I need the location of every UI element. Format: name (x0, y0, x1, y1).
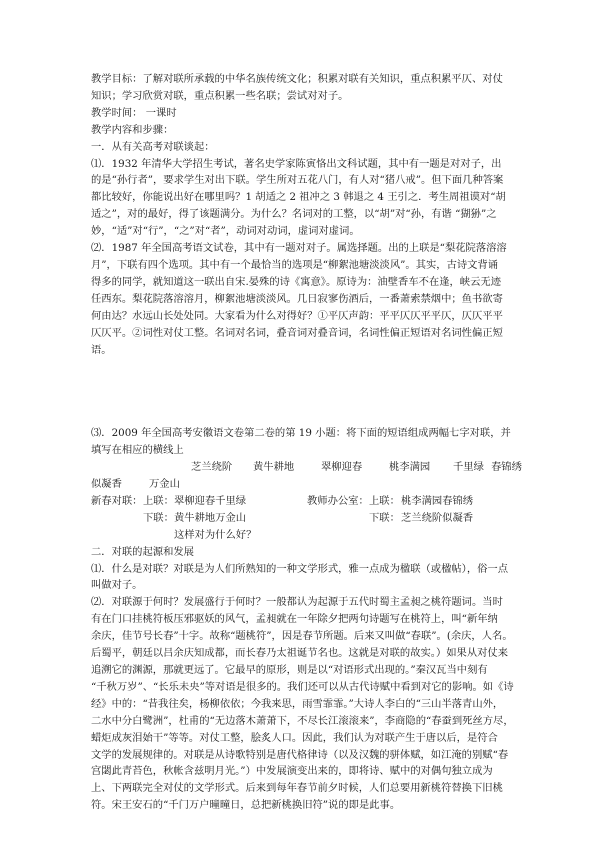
phrase: 桃李满园 (389, 461, 431, 474)
paragraph-line: 的是“孙行者”，要求学生对出下联。学生所对五花八门，有人对“猪八戒”。但下面几种答案 (91, 174, 504, 187)
question-3-line-2: 填写在相应的横线上 (91, 444, 184, 457)
couplet-tag: 上联： (143, 495, 174, 507)
paragraph-line: ⑵．1987 年全国高考语文试卷，其中有一题对对子。属选择题。出的上联是“梨花院落溶溶 (91, 242, 507, 255)
teaching-time: 教学时间： 一课时 (91, 106, 177, 119)
paragraph-line: 宫閟此青苔色，秋帐含兹明月光。”）中发展演变出来的，即将诗、赋中的对偶句独立成为 (91, 765, 493, 778)
paragraph-line: 适之”，对的最好，得了该题满分。为什么？名词对的工整，以“胡”对“孙，有谐 “猢狲”之 (91, 208, 497, 221)
paragraph-line: ⑵．对联源于何时？发展盛行于何时？一般都认为起源于五代时蜀主孟昶之桃符题词。当时 (91, 596, 503, 609)
phrase: 黄牛耕地 (253, 461, 295, 474)
phrase-row-1 (91, 459, 522, 476)
couplet-question-row (91, 527, 511, 544)
paragraph-line: 叫做对子。 (91, 579, 143, 592)
paragraph-line: 任西东。梨花院落溶溶月，柳絮池塘淡淡风。几日寂寥伤酒后，一番萧索禁烟中；鱼书欲寄 (91, 292, 503, 305)
paragraph-line: ⑴．1932 年清华大学招生考试，著名史学家陈寅恪出文科试题，其中有一题是对对子，出 (91, 157, 502, 170)
section-1-heading: 一．从有关高考对联谈起： (91, 140, 215, 153)
couplet-text: 翠柳迎春千里绿 (174, 495, 247, 507)
couplet-text: 黄牛耕地万金山 (174, 511, 247, 524)
couplet-question: 这样对为什么好？ (174, 528, 257, 541)
paragraph-line: 语。 (91, 343, 112, 356)
couplet-row-lower (91, 510, 511, 527)
blank-space (91, 358, 511, 425)
paragraph-line: 追溯它的渊源，那就更远了。它最早的原形，则是以“对语形式出现的。”秦汉瓦当中刻有 (91, 664, 488, 677)
phrase: 翠柳迎春 (321, 461, 363, 474)
paragraph-line: 仄仄平。②词性对仗工整。名词对名词，叠音词对叠音词，名词性偏正短语对名词性偏正短 (91, 326, 503, 339)
paragraph-line: 得多的同学，就知道这一联出自宋.晏殊的诗《寓意》。原诗为：油壁香车不在逢，峡云无迹 (91, 275, 501, 288)
phrase: 万金山 (149, 478, 180, 491)
paragraph-line: 后蜀平，朝廷以吕余庆知成都，而长春乃太祖诞节名也。这就是对联的故实。）如果从对仗来 (91, 647, 509, 660)
teaching-steps-heading: 教学内容和步骤： (91, 123, 174, 136)
couplet-label-office: 教师办公室： (307, 495, 369, 507)
paragraph-line: 妙，“适”对“行”，“之”对“者”，动词对动词，虚词对虚词。 (91, 225, 360, 238)
paragraph-line: 文学的发展规律的。对联是从诗歌特别是唐代格律诗（以及汉魏的骈体赋，如江淹的别赋“春 (91, 748, 509, 761)
paragraph-line: 经》中的：“昔我往矣，杨柳依依；今我来思，雨雪霏霏。”大诗人李白的“三山半落青山外， (91, 697, 504, 710)
paragraph-line: 余庆，佳节号长春”十字。故称“题桃符”，因是春节所题。后来又叫做“春联”。(余庆，人名。 (91, 630, 513, 643)
couplet-tag: 下联： (369, 511, 400, 524)
question-3-line-1: ⑶．2009 年全国高考安徽语文卷第二卷的第 19 小题：将下面的短语组成两幅七字对联，并 (91, 427, 511, 440)
couplet-row-upper (91, 493, 511, 510)
document-body (91, 71, 522, 814)
paragraph-line: 蜡炬成灰泪始干”等等。对仗工整，脍炙人口。因此，我们认为对联产生于唐以后，是符合 (91, 731, 498, 744)
couplet-tag: 下联： (143, 511, 174, 524)
paragraph-line: “千秋万岁”、“长乐未央”等对语是很多的。我们还可以从古代诗赋中看到对它的影响。如《诗 (91, 680, 514, 693)
paragraph-line: 二水中分白鹭洲”，杜甫的“无边落木萧萧下，不尽长江滚滚来”，李商隐的“春蚕到死丝方尽， (91, 714, 514, 727)
section-2-heading: 二．对联的起源和发展 (91, 545, 194, 558)
phrase: 似凝香 (91, 478, 122, 491)
teaching-goals-line-2: 知识；学习欣赏对联，重点积累一些名联；尝试对对子。 (91, 89, 349, 102)
paragraph-line: 有在门口挂桃符板压邪驱妖的风气，孟昶就在一年除夕把两句诗题写在桃符上，叫“新年纳 (91, 613, 498, 626)
paragraph-line: 符。宋王安石的“千门万户曈曈日，总把新桃换旧符”说的即是此事。 (91, 799, 401, 812)
paragraph-line: 何由达？水远山长处处同。大家看为什么对得好？①平仄声韵：平平仄仄平平仄，仄仄平平 (91, 309, 503, 322)
couplet-label-new-spring: 新春对联： (91, 495, 143, 507)
teaching-goals-line-1: 教学目标：了解对联所承载的中华名族传统文化；积累对联有关知识，重点积累平仄、对仗 (91, 73, 503, 85)
phrase: 春锦绣 (491, 461, 522, 474)
paragraph-line: 上、下两联完全对仗的文学形式。后来到每年春节前夕时候，人们总要用新桃符替换下旧桃 (91, 782, 503, 795)
phrase: 千里绿 (453, 461, 484, 474)
paragraph-line: ⑴．什么是对联？对联是为人们所熟知的一种文学形式，雅一点成为楹联（或楹帖），俗一点 (91, 562, 509, 575)
couplet-tag: 上联： (369, 495, 400, 507)
couplet-text: 芝兰绕阶似凝香 (401, 511, 474, 524)
paragraph-line: 都比较好，你能说出好在哪里吗？1 胡适之 2 祖冲之 3 韩退之 4 王引之．考生周祖谟对“胡 (91, 191, 506, 204)
paragraph-line: 月”，下联有四个选项。其中有一个最恰当的选项是“柳絮池塘淡淡风”。其实，古诗文背诵 (91, 258, 499, 271)
couplet-text: 桃李满园春锦绣 (401, 495, 474, 507)
phrase-row-2 (91, 476, 511, 493)
phrase: 芝兰绕阶 (191, 461, 233, 474)
